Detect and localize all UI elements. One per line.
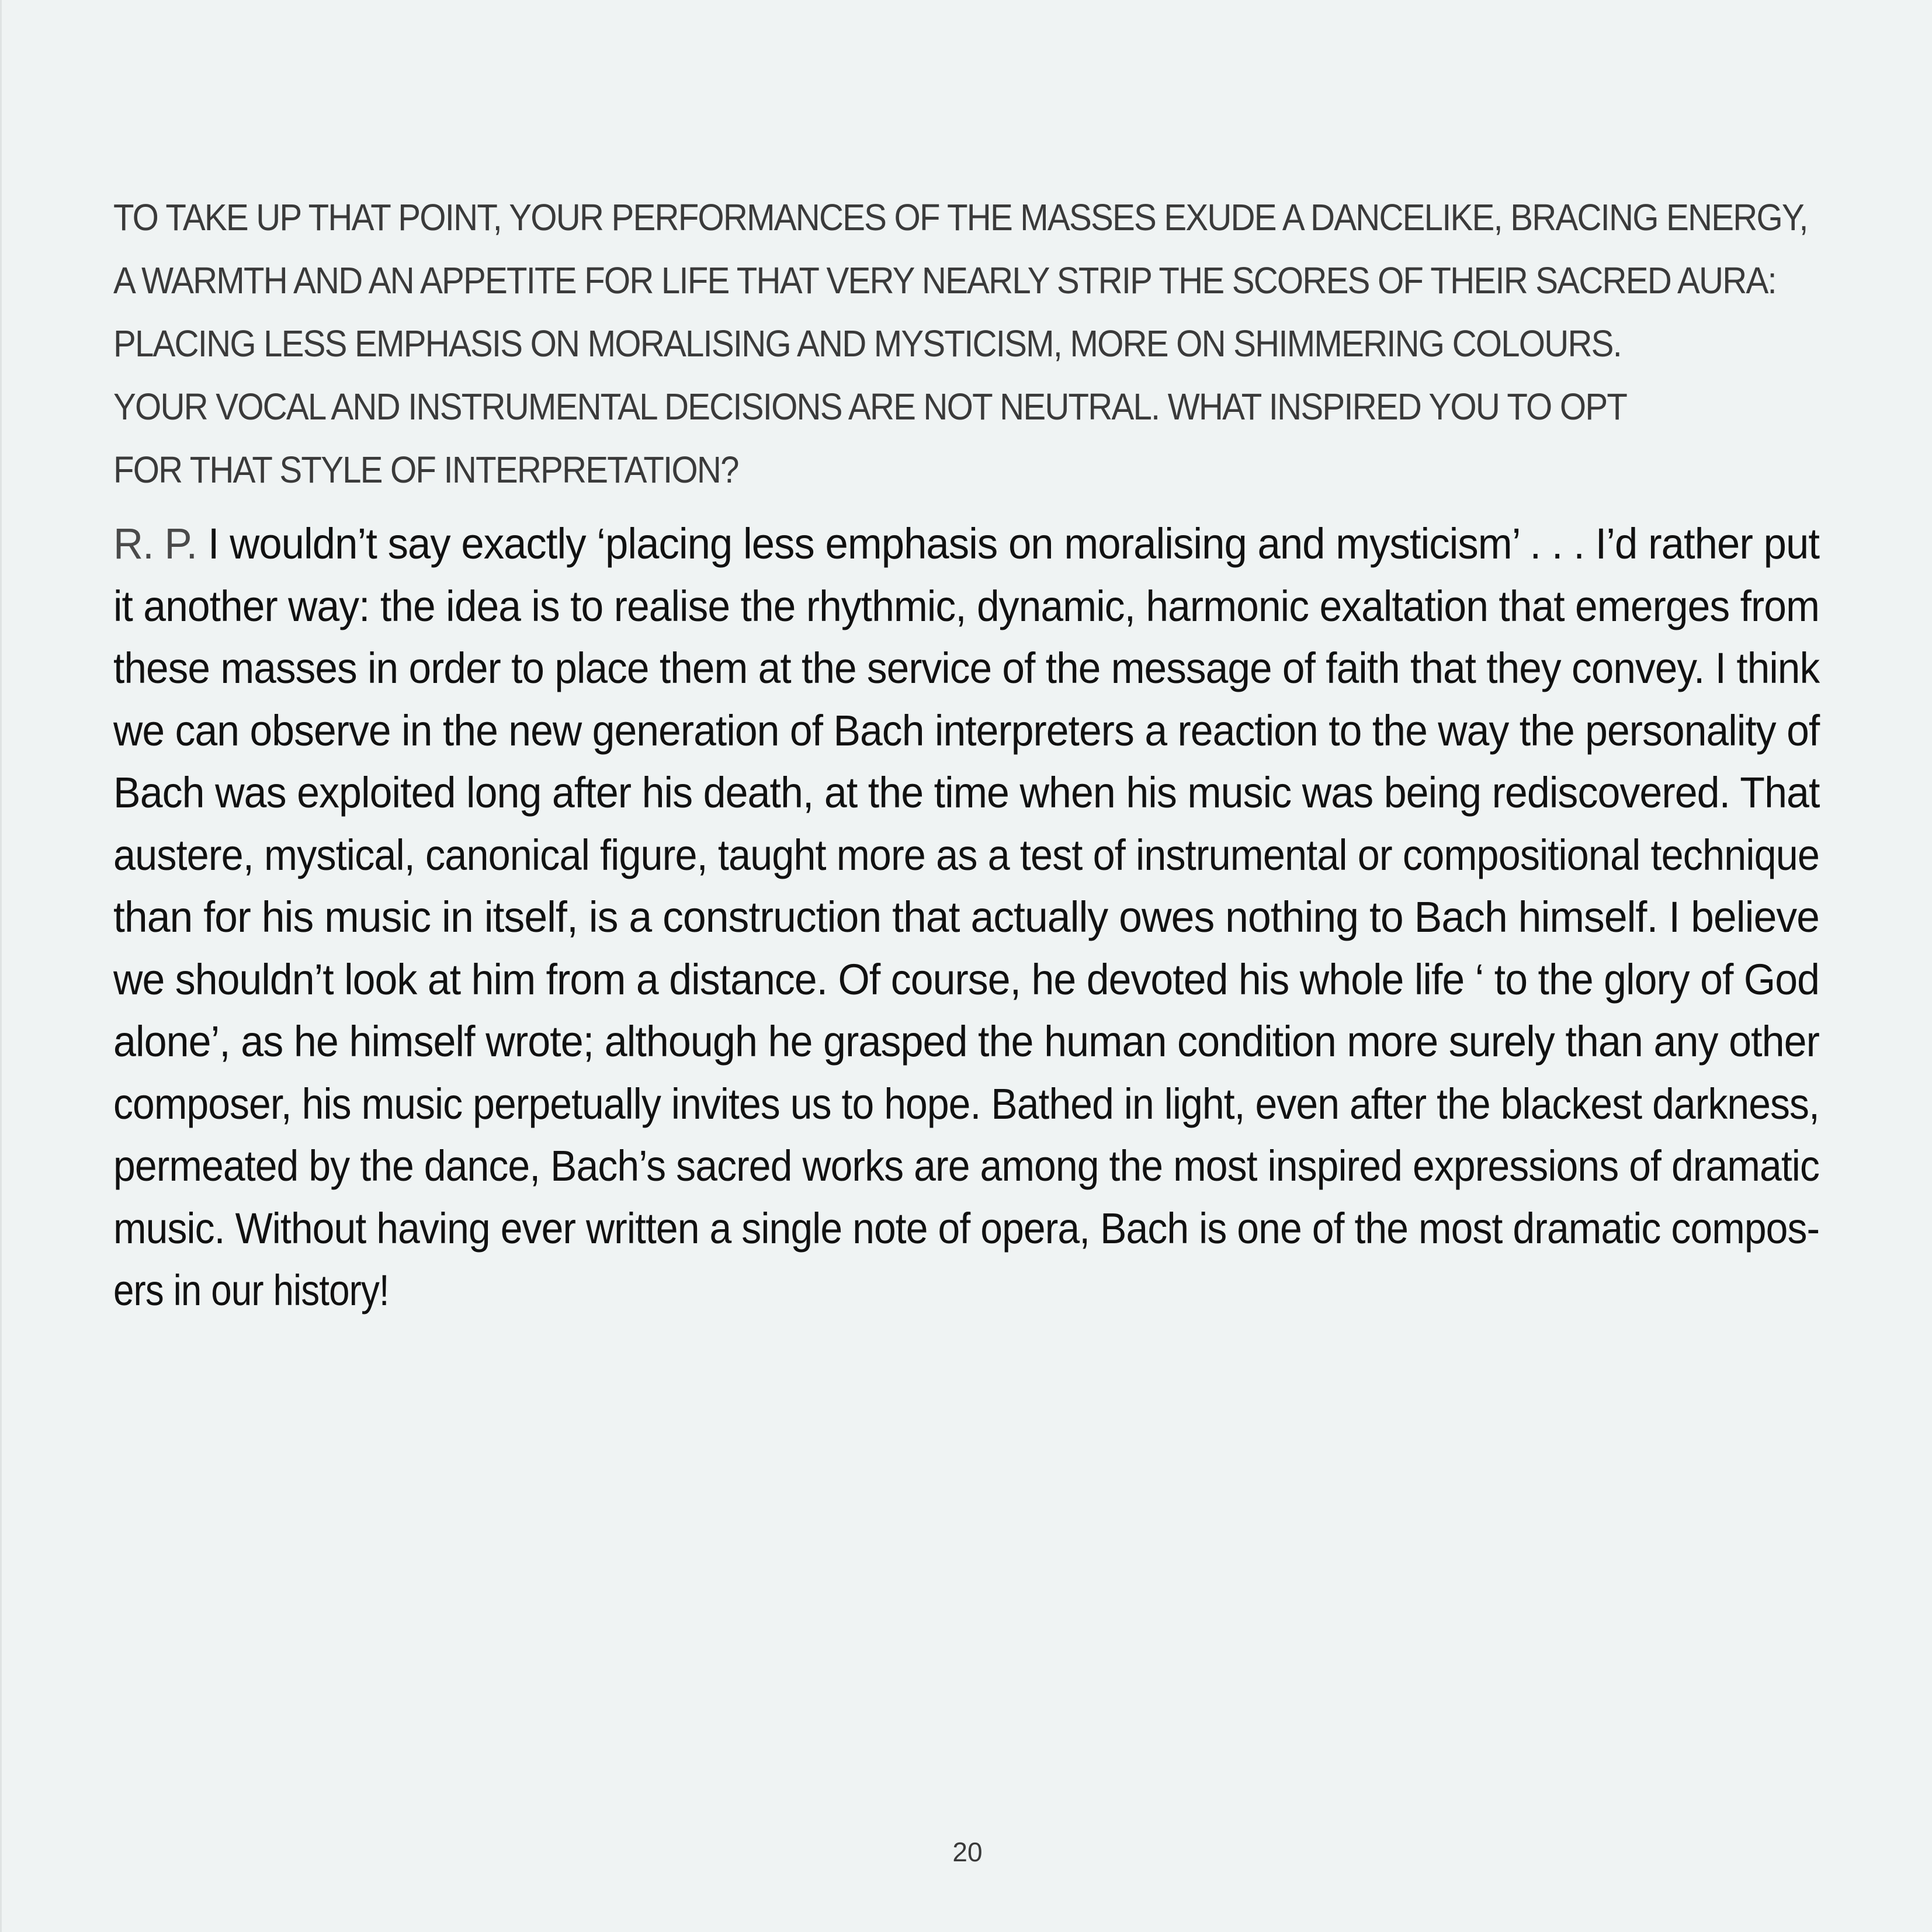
page-number: 20 — [952, 1837, 983, 1867]
interview-question — [113, 186, 1808, 501]
question-line: A WARMTH AND AN APPETITE FOR LIFE THAT VERY NEARLY STRIP THE SCORES OF THEIR SACRED AURA: — [113, 259, 1776, 301]
answer-line: permeated by the dance, Bach’s sacred works are among the most inspired expressions of dramatic — [113, 1142, 1819, 1190]
answer-line: ers in our history! — [113, 1266, 389, 1314]
question-line: TO TAKE UP THAT POINT, YOUR PERFORMANCES OF THE MASSES EXUDE A DANCELIKE, BRACING ENERGY, — [113, 196, 1808, 238]
answer-line: austere, mystical, canonical figure, taught more as a test of instrumental or compositional technique — [113, 830, 1819, 879]
answer-line: than for his music in itself, is a construction that actually owes nothing to Bach himself. I believe — [113, 893, 1819, 941]
question-line: PLACING LESS EMPHASIS ON MORALISING AND MYSTICISM, MORE ON SHIMMERING COLOURS. — [113, 322, 1622, 365]
answer-line: we can observe in the new generation of Bach interpreters a reaction to the way the personality of — [113, 706, 1820, 755]
answer-line-text: I wouldn’t say exactly ‘placing less emphasis on moralising and mysticism’ . . . I’d rather put — [207, 519, 1820, 568]
speaker-initials: R. P. — [113, 519, 197, 568]
answer-line: these masses in order to place them at the service of the message of faith that they convey. I think — [113, 644, 1820, 692]
question-line: YOUR VOCAL AND INSTRUMENTAL DECISIONS ARE NOT NEUTRAL. WHAT INSPIRED YOU TO OPT — [113, 386, 1627, 428]
answer-line: music. Without having ever written a single note of opera, Bach is one of the most dramatic compos- — [113, 1203, 1820, 1253]
answer-line: composer, his music perpetually invites us to hope. Bathed in light, even after the blackest darkness, — [113, 1079, 1819, 1128]
answer-line — [113, 513, 1819, 575]
answer-line: it another way: the idea is to realise the rhythmic, dynamic, harmonic exaltation that emerges from — [113, 581, 1820, 630]
answer-line: alone’, as he himself wrote; although he grasped the human condition more surely than any other — [113, 1017, 1819, 1066]
interview-answer — [113, 513, 1819, 1322]
answer-line: Bach was exploited long after his death, at the time when his music was being rediscovered. That — [113, 768, 1820, 817]
question-line: FOR THAT STYLE OF INTERPRETATION? — [113, 449, 738, 491]
answer-line: we shouldn’t look at him from a distance. Of course, he devoted his whole life ‘ to the glory of God — [113, 955, 1820, 1004]
